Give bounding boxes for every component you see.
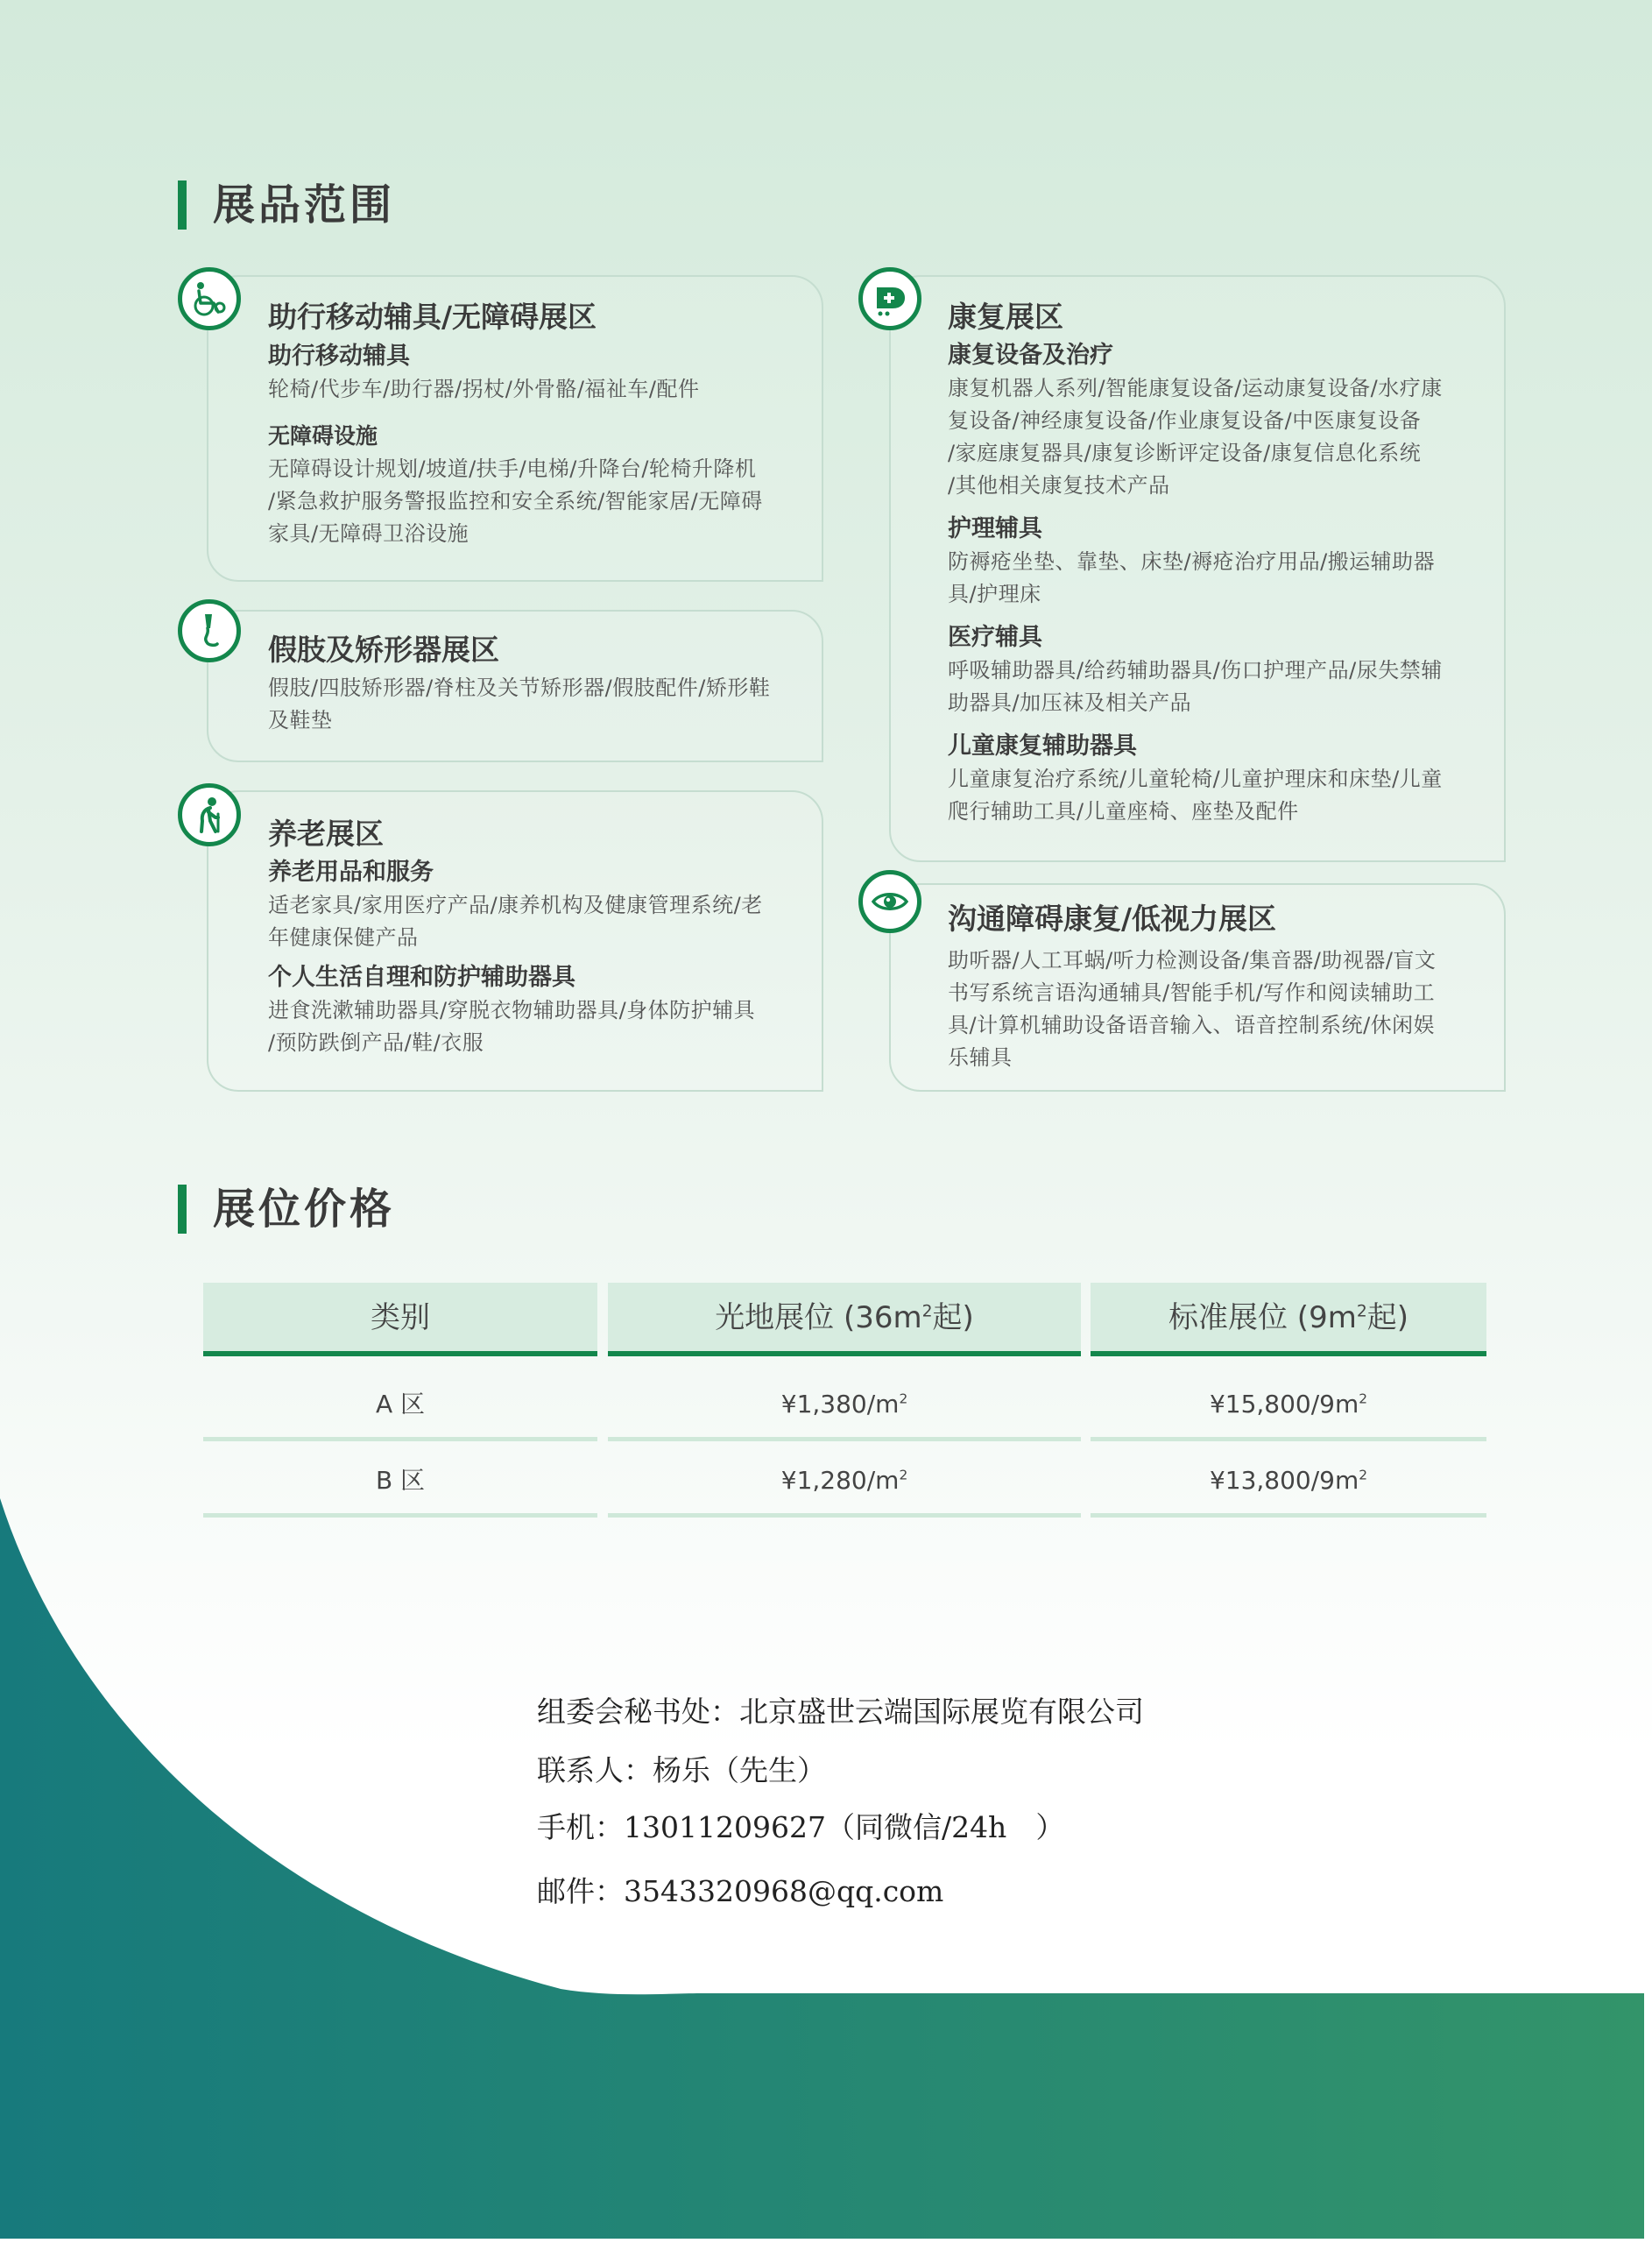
prosthetic-leg-icon (178, 599, 241, 662)
price-sup: 2 (899, 1390, 908, 1407)
header-suffix: 起) (932, 1300, 974, 1335)
price-sup: 2 (899, 1467, 908, 1483)
table-header-standard-booth (1091, 1283, 1486, 1356)
sub-title-rehab-equipment: 康复设备及治疗 (948, 342, 1113, 369)
desc-line: 康复机器人系列/智能康复设备/运动康复设备/水疗康 (948, 376, 1443, 400)
table-cell-std-price (1091, 1368, 1486, 1441)
header-suffix: 起) (1366, 1300, 1408, 1335)
desc-line: /家庭康复器具/康复诊断评定设备/康复信息化系统 (948, 441, 1422, 465)
contact-email[interactable]: 邮件：3543320968@qq.com (537, 1874, 944, 1908)
contact-phone: 手机：13011209627（同微信/24h ） (537, 1810, 1065, 1844)
sub-title-self-care: 个人生活自理和防护辅助器具 (268, 964, 575, 991)
desc-line: 及鞋垫 (268, 708, 333, 732)
table-cell-zone: B 区 (203, 1444, 597, 1518)
card-title-elderly: 养老展区 (268, 817, 384, 851)
card-title-prosthetics: 假肢及矫形器展区 (268, 633, 499, 667)
header-label: 类别 (371, 1300, 430, 1335)
card-title-communication: 沟通障碍康复/低视力展区 (948, 902, 1277, 936)
desc-line: 具/计算机辅助设备语音输入、语音控制系统/休闲娱 (948, 1013, 1436, 1037)
sub-title-barrier-free: 无障碍设施 (268, 423, 378, 449)
desc-line: 儿童康复治疗系统/儿童轮椅/儿童护理床和床垫/儿童 (948, 767, 1443, 791)
medical-rehab-icon (858, 267, 921, 330)
card-title-mobility: 助行移动辅具/无障碍展区 (268, 300, 597, 334)
header-sup: 2 (1356, 1302, 1367, 1321)
header-sup: 2 (921, 1302, 933, 1321)
desc-line: /预防跌倒产品/鞋/衣服 (268, 1030, 484, 1055)
header-label: 光地展位 (36m (715, 1300, 922, 1335)
table-cell-raw-price (608, 1444, 1081, 1518)
header-label: 标准展位 (9m (1168, 1300, 1357, 1335)
card-body-rehab (948, 339, 1491, 828)
desc-line: 书写系统言语沟通辅具/智能手机/写作和阅读辅助工 (948, 980, 1436, 1005)
desc-line: 无障碍设计规划/坡道/扶手/电梯/升降台/轮椅升降机 (268, 456, 757, 481)
desc-line: 爬行辅助工具/儿童座椅、座垫及配件 (948, 799, 1299, 824)
table-cell-raw-price (608, 1368, 1081, 1441)
price-value: ¥13,800/9m (1209, 1466, 1359, 1495)
section-title-booth-price: 展位价格 (178, 1185, 395, 1234)
card-body-communication (948, 945, 1491, 1074)
price-sup: 2 (1359, 1390, 1368, 1407)
sub-title-medical-aids: 医疗辅具 (948, 624, 1042, 651)
desc-line: 防褥疮坐垫、靠垫、床垫/褥疮治疗用品/搬运辅助器 (948, 549, 1436, 574)
desc-line: 家具/无障碍卫浴设施 (268, 521, 469, 546)
contact-secretariat: 组委会秘书处：北京盛世云端国际展览有限公司 (537, 1695, 1144, 1729)
desc-line: 进食洗漱辅助器具/穿脱衣物辅助器具/身体防护辅具 (268, 998, 756, 1022)
desc-line: 轮椅/代步车/助行器/拐杖/外骨骼/福祉车/配件 (268, 377, 700, 401)
table-cell-zone: A 区 (203, 1368, 597, 1441)
desc-line: 助器具/加压袜及相关产品 (948, 690, 1192, 715)
desc-line: 年健康保健产品 (268, 925, 419, 950)
sub-title-nursing-aids: 护理辅具 (948, 515, 1042, 542)
card-title-rehab: 康复展区 (948, 300, 1063, 334)
card-body-prosthetics (268, 672, 811, 737)
section-title-exhibit-scope: 展品范围 (178, 180, 395, 230)
table-cell-std-price (1091, 1444, 1486, 1518)
price-value: ¥1,380/m (780, 1390, 900, 1419)
table-header-category (203, 1283, 597, 1356)
card-body-mobility (268, 340, 811, 550)
sub-title-child-rehab: 儿童康复辅助器具 (948, 732, 1137, 760)
desc-line: 具/护理床 (948, 582, 1041, 606)
price-sup: 2 (1359, 1467, 1368, 1483)
desc-line: /其他相关康复技术产品 (948, 473, 1170, 498)
desc-line: 复设备/神经康复设备/作业康复设备/中医康复设备 (948, 408, 1422, 433)
wheelchair-icon (178, 267, 241, 330)
desc-line: 助听器/人工耳蜗/听力检测设备/集音器/助视器/盲文 (948, 948, 1437, 973)
table-header-raw-space (608, 1283, 1081, 1356)
price-value: ¥1,280/m (780, 1466, 900, 1495)
eye-icon (858, 870, 921, 933)
desc-line: 乐辅具 (948, 1045, 1013, 1070)
card-body-elderly (268, 856, 811, 1059)
elderly-person-icon (178, 783, 241, 846)
contact-person: 联系人：杨乐（先生） (537, 1753, 826, 1787)
desc-line: 呼吸辅助器具/给药辅助器具/伤口护理产品/尿失禁辅 (948, 658, 1443, 683)
desc-line: 假肢/四肢矫形器/脊柱及关节矫形器/假肢配件/矫形鞋 (268, 676, 771, 700)
desc-line: /紧急救护服务警报监控和安全系统/智能家居/无障碍 (268, 489, 763, 513)
desc-line: 适老家具/家用医疗产品/康养机构及健康管理系统/老 (268, 893, 763, 917)
sub-title-mobility-aids: 助行移动辅具 (268, 343, 410, 370)
price-value: ¥15,800/9m (1209, 1390, 1359, 1419)
sub-title-elderly-products: 养老用品和服务 (268, 859, 434, 886)
